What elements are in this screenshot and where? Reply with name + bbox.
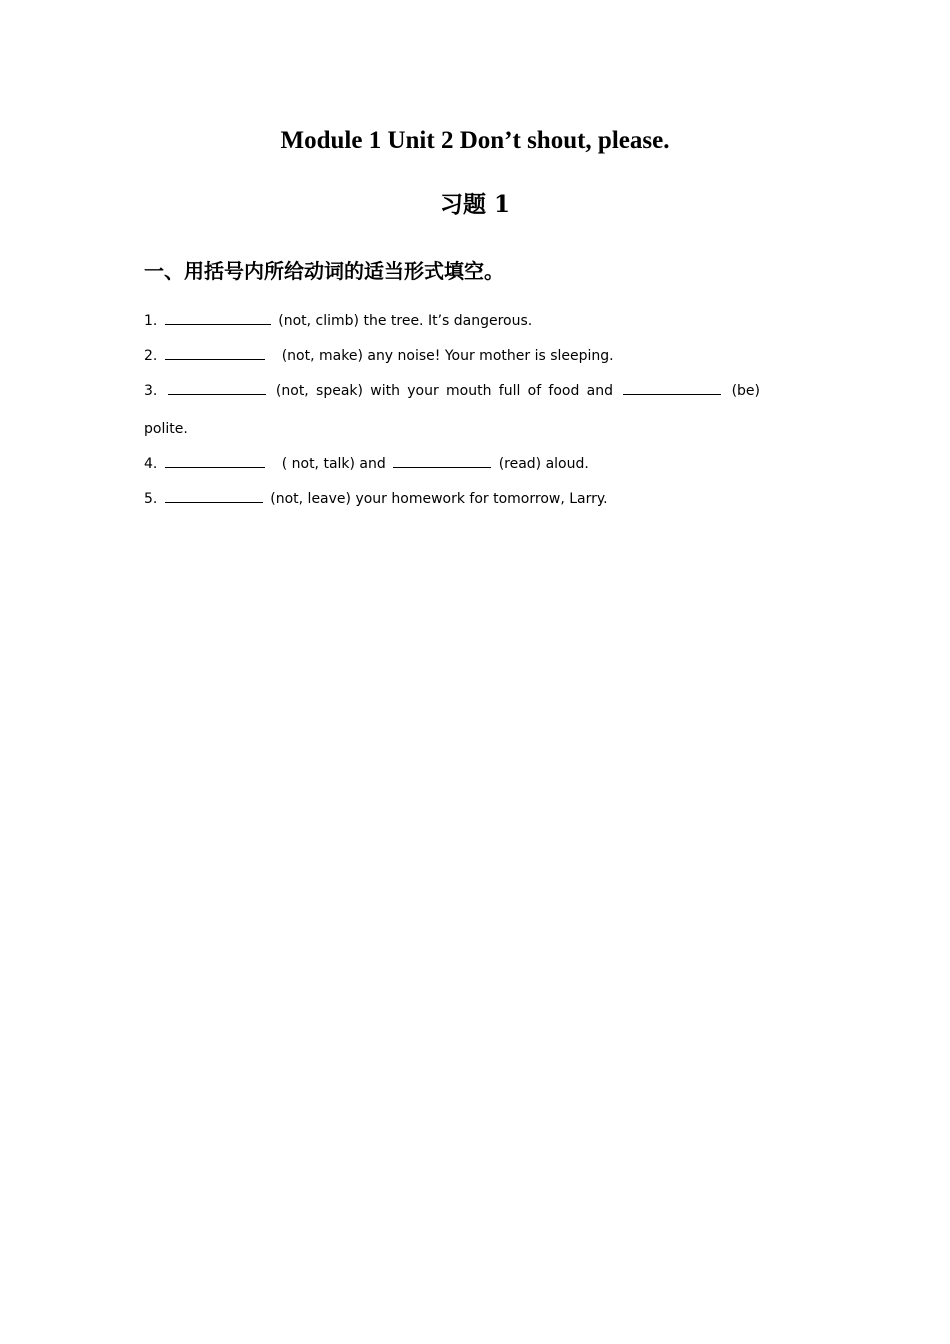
- question-number: 1.: [144, 313, 158, 329]
- exercise-subtitle: 习题 1: [439, 191, 510, 218]
- answer-blank[interactable]: [165, 345, 265, 360]
- question-text: (read) aloud.: [498, 456, 589, 472]
- question-word: (be): [731, 383, 760, 399]
- question-word: and: [586, 383, 613, 399]
- question-word: mouth: [446, 383, 492, 399]
- question-text: (not, climb) the tree. It’s dangerous.: [278, 313, 533, 329]
- question-word: your: [407, 383, 439, 399]
- question-text: (not, leave) your homework for tomorrow, Larry.: [270, 491, 608, 507]
- answer-blank[interactable]: [168, 380, 266, 395]
- answer-blank[interactable]: [393, 453, 491, 468]
- answer-blank[interactable]: [165, 310, 271, 325]
- question-text: (not, make) any noise! Your mother is sleeping.: [281, 348, 614, 364]
- question-3-continuation: [144, 418, 188, 440]
- answer-blank[interactable]: [165, 488, 263, 503]
- worksheet-title: Module 1 Unit 2 Don’t shout, please.: [280, 127, 670, 154]
- question-word: full: [498, 383, 521, 399]
- question-number: 5.: [144, 491, 158, 507]
- question-number: 4.: [144, 456, 158, 472]
- section-heading: 一、用括号内所给动词的适当形式填空。: [144, 259, 504, 283]
- question-5: [144, 488, 608, 510]
- question-text: ( not, talk) and: [281, 456, 386, 472]
- answer-blank[interactable]: [165, 453, 265, 468]
- question-1: [144, 310, 532, 332]
- answer-blank[interactable]: [623, 380, 721, 395]
- question-word: (not,: [275, 383, 309, 399]
- question-word: with: [370, 383, 400, 399]
- question-number: 2.: [144, 348, 158, 364]
- question-word: food: [548, 383, 580, 399]
- question-3: [144, 380, 760, 402]
- question-word: speak): [316, 383, 363, 399]
- question-2: [144, 345, 614, 367]
- question-number: 3.: [144, 383, 158, 399]
- question-4: [144, 453, 589, 475]
- question-word: of: [527, 383, 542, 399]
- question-text: polite.: [144, 421, 188, 437]
